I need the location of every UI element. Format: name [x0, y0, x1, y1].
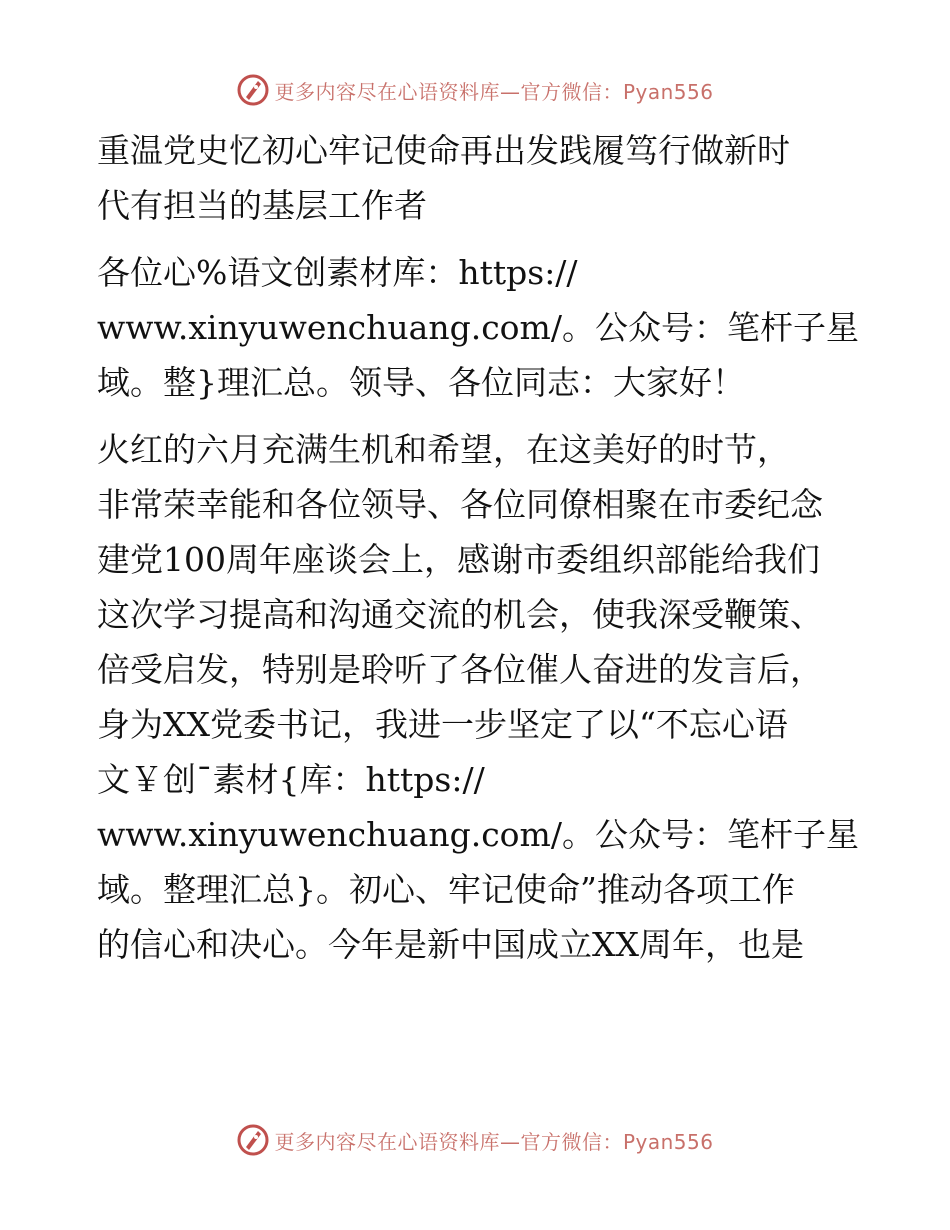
header-text: 更多内容尽在心语资料库—官方微信：Pyan556: [274, 79, 714, 104]
text-line: www.xinyuwenchuang.com/。公众号：笔杆子星: [97, 308, 859, 347]
text-line: 各位心%语文创素材库：https://: [97, 253, 578, 292]
footer-text: 更多内容尽在心语资料库—官方微信：Pyan556: [274, 1129, 714, 1154]
pen-nib-circle-icon: [236, 73, 270, 107]
intro-paragraph: [97, 245, 857, 410]
text-line: 建党100周年座谈会上，感谢市委组织部能给我们: [97, 540, 820, 579]
text-line: 域。整}理汇总。领导、各位同志：大家好！: [97, 363, 745, 402]
footer-watermark: [0, 1120, 950, 1160]
header-watermark: [0, 70, 950, 110]
pen-nib-circle-icon: [236, 1123, 270, 1157]
text-line: www.xinyuwenchuang.com/。公众号：笔杆子星: [97, 815, 859, 854]
text-line: 非常荣幸能和各位领导、各位同僚相聚在市委纪念: [97, 485, 823, 524]
text-line: 这次学习提高和沟通交流的机会，使我深受鞭策、: [97, 595, 823, 634]
text-line: 身为XX党委书记，我进一步坚定了以“不忘心语: [97, 705, 788, 744]
text-line: 文￥创¯素材{库：https://: [97, 760, 485, 799]
document-body: [97, 123, 857, 972]
body-paragraph: [97, 422, 857, 972]
text-line: 火红的六月充满生机和希望，在这美好的时节，: [97, 430, 790, 469]
title-line: 重温党史忆初心牢记使命再出发践履笃行做新时: [97, 131, 790, 170]
text-line: 倍受启发，特别是聆听了各位催人奋进的发言后，: [97, 650, 823, 689]
document-title: [97, 123, 857, 233]
title-line: 代有担当的基层工作者: [97, 186, 427, 225]
text-line: 的信心和决心。今年是新中国成立XX周年，也是: [97, 925, 804, 964]
text-line: 域。整理汇总}。初心、牢记使命”推动各项工作: [97, 870, 795, 909]
